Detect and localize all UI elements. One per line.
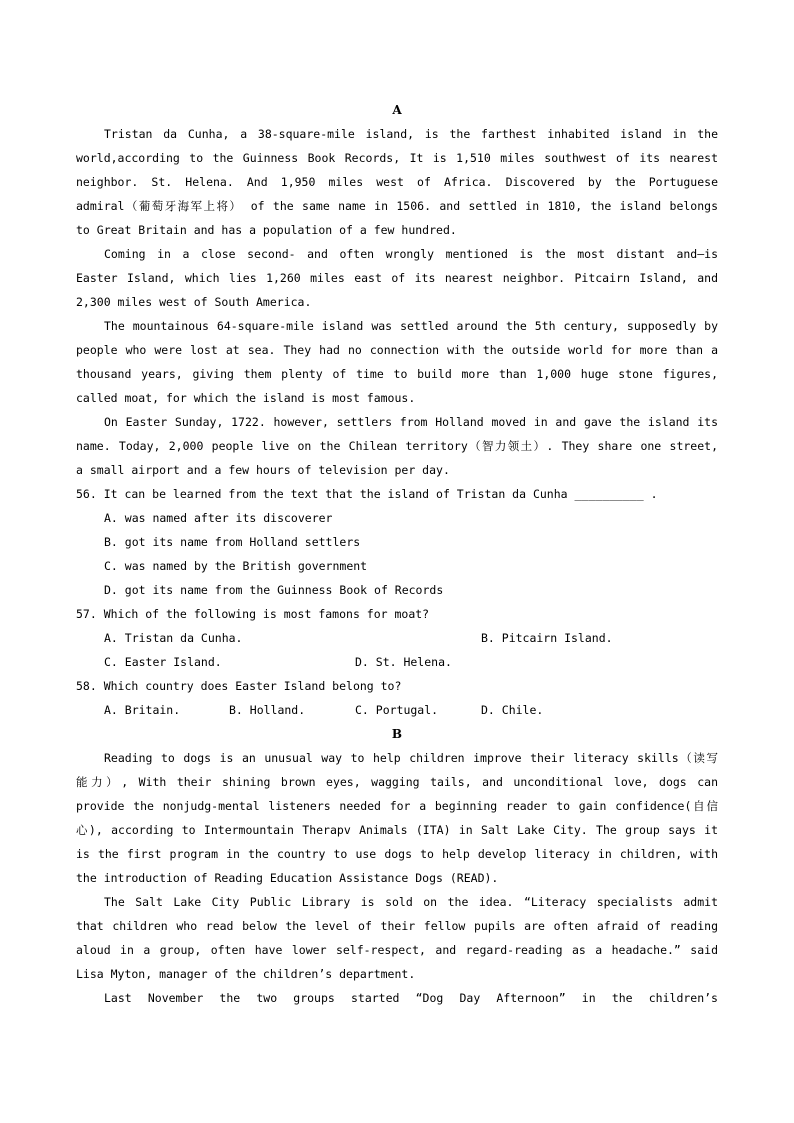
passage-line: 能力）, With their shining brown eyes, wagging tails, and unconditional love, dogs can — [76, 775, 718, 789]
passage-line: On Easter Sunday, 1722. however, settlers from Holland moved in and gave the island its — [104, 415, 718, 429]
answer-option: C. Portugal. — [355, 703, 439, 717]
passage-line: world,according to the Guinness Book Records, It is 1,510 miles southwest of its nearest — [76, 151, 718, 165]
passage-line: called moat, for which the island is most famous. — [76, 391, 416, 405]
passage-line: that children who read below the level of their fellow pupils are often afraid of reading — [76, 919, 718, 933]
passage-line: admiral（葡萄牙海军上将） of the same name in 1506. and settled in 1810, the island belongs — [76, 199, 718, 213]
answer-options-row — [76, 626, 718, 650]
answer-option: C. Easter Island. — [104, 655, 222, 669]
answer-option: B. Pitcairn Island. — [481, 631, 613, 645]
question-stem: 58. Which country does Easter Island belong to? — [76, 679, 402, 693]
passage-line: people who were lost at sea. They had no connection with the outside world for more than a — [76, 343, 718, 357]
answer-option: A. Tristan da Cunha. — [104, 631, 243, 645]
passage-line: 心), according to Intermountain Therapv Animals (ITA) in Salt Lake City. The group says it — [76, 823, 718, 837]
answer-option: A. was named after its discoverer — [104, 511, 333, 525]
question-58 — [76, 674, 718, 722]
answer-option: B. Holland. — [229, 703, 306, 717]
passage-line: provide the nonjudg-mental listeners needed for a beginning reader to gain confidence(自信 — [76, 799, 718, 813]
question-stem: 56. It can be learned from the text that the island of Tristan da Cunha __________ . — [76, 487, 658, 501]
passage-line: Reading to dogs is an unusual way to help children improve their literacy skills（读写 — [104, 751, 718, 765]
passage-line: aloud in a group, often have lower self-respect, and regard-reading as a headache.” said — [76, 943, 718, 957]
question-56 — [76, 482, 718, 602]
document-page — [76, 98, 718, 1010]
answer-option: B. got its name from Holland settlers — [104, 535, 361, 549]
passage-line: The mountainous 64-square-mile island was settled around the 5th century, supposedly by — [104, 319, 718, 333]
answer-option: C. was named by the British government — [104, 559, 368, 573]
section-title-a: A — [392, 103, 402, 117]
passage-line: Lisa Myton, manager of the children’s department. — [76, 967, 416, 981]
passage-line: to Great Britain and has a population of a few hundred. — [76, 223, 457, 237]
passage-line: 2,300 miles west of South America. — [76, 295, 312, 309]
section-title-b: B — [391, 727, 403, 741]
answer-option: A. Britain. — [104, 703, 181, 717]
question-stem: 57. Which of the following is most famons for moat? — [76, 607, 430, 621]
passage-line: name. Today, 2,000 people live on the Chilean territory（智力领土）. They share one street, — [76, 439, 718, 453]
answer-option: D. St. Helena. — [355, 655, 452, 669]
passage-line: is the first program in the country to use dogs to help develop literacy in children, with — [76, 847, 718, 861]
answer-option: D. got its name from the Guinness Book of Records — [104, 583, 444, 597]
answer-option: D. Chile. — [481, 703, 544, 717]
passage-line: a small airport and a few hours of television per day. — [76, 463, 450, 477]
passage-line: Coming in a close second- and often wrongly mentioned is the most distant and—is — [104, 247, 718, 261]
answer-options-row — [76, 650, 718, 674]
passage-line: the introduction of Reading Education Assistance Dogs (READ). — [76, 871, 499, 885]
passage-a — [76, 122, 718, 482]
passage-line: neighbor. St. Helena. And 1,950 miles west of Africa. Discovered by the Portuguese — [76, 175, 718, 189]
passage-line: Easter Island, which lies 1,260 miles east of its nearest neighbor. Pitcairn Island, and — [76, 271, 718, 285]
question-57 — [76, 602, 718, 674]
passage-line: Last November the two groups started “Dog Day Afternoon” in the children’s — [104, 991, 718, 1005]
passage-line: Tristan da Cunha, a 38-square-mile island, is the farthest inhabited island in the — [104, 127, 718, 141]
passage-line: thousand years, giving them plenty of time to build more than 1,000 huge stone figures, — [76, 367, 718, 381]
passage-b — [76, 746, 718, 1010]
answer-options-row — [76, 698, 718, 722]
passage-line: The Salt Lake City Public Library is sold on the idea. “Literacy specialists admit — [104, 895, 718, 909]
